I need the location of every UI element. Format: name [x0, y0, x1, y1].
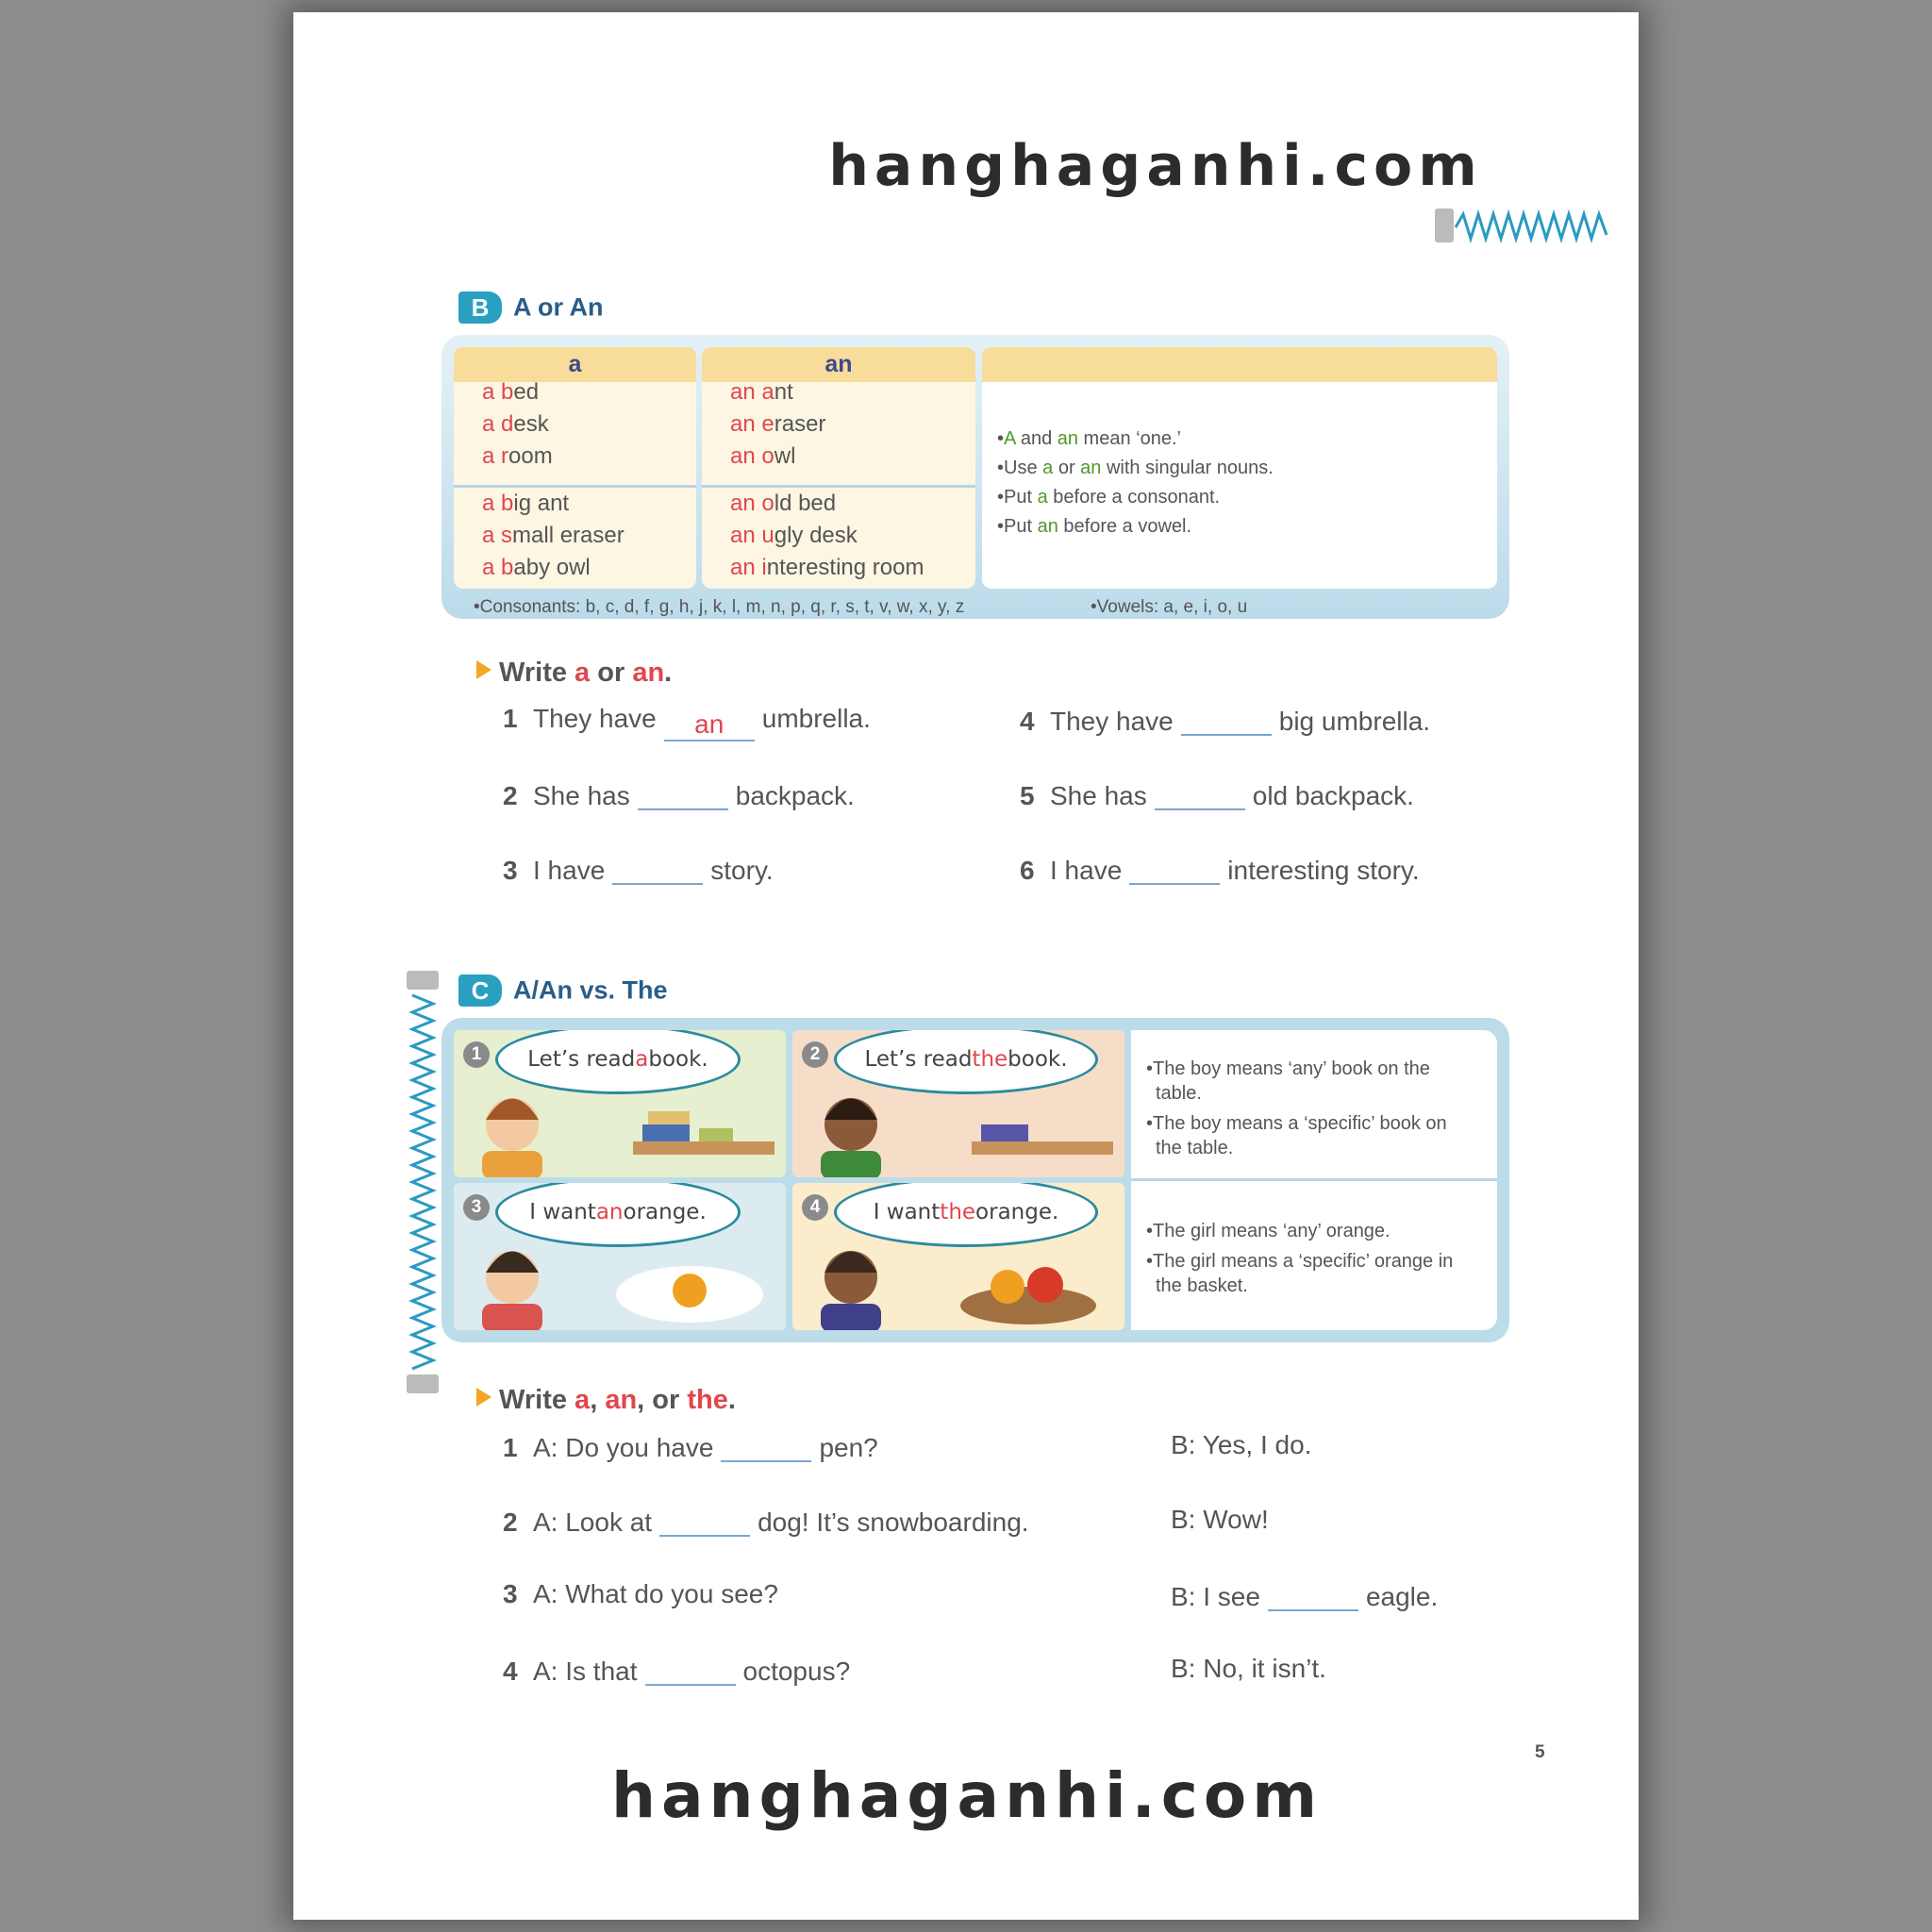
text-part: Let’s read: [864, 1047, 973, 1072]
word-rest: gly desk: [774, 523, 858, 548]
text-part: before a consonant.: [1047, 487, 1221, 508]
sentence-end: big umbrella.: [1278, 707, 1431, 736]
line-start: A: Is that: [533, 1657, 638, 1686]
word-rest: esk: [513, 411, 549, 437]
column-an: [702, 347, 975, 589]
watermark-bottom: hanghaganhi.com: [611, 1759, 1323, 1832]
text-part: a: [1037, 487, 1048, 508]
text-part: .: [664, 658, 673, 688]
word-rest: ld bed: [774, 491, 837, 516]
text-part: mean ‘one.’: [1078, 428, 1181, 449]
dialogue-line-b: [1171, 1505, 1269, 1535]
explanation-note: •The boy means ‘any’ book on the table.: [1146, 1058, 1430, 1104]
example-phrase: [730, 411, 825, 438]
watermark-top: hanghaganhi.com: [828, 133, 1483, 199]
example-phrase: [730, 443, 795, 470]
article: a: [482, 523, 495, 548]
text-part: Put: [1004, 487, 1038, 508]
panel-number: 2: [802, 1041, 828, 1068]
answer-blank[interactable]: [1181, 704, 1272, 736]
sentence-start: She has: [533, 781, 630, 810]
rule-note: •Put an before a vowel.: [997, 516, 1192, 537]
column-a-header: a: [454, 347, 696, 382]
panel-number: 3: [463, 1194, 490, 1221]
sentence-end: umbrella.: [761, 704, 871, 733]
panel-number: 1: [463, 1041, 490, 1068]
text-part: orange.: [623, 1200, 707, 1224]
line-end: dog! It’s snowboarding.: [758, 1507, 1029, 1537]
first-letter: u: [761, 523, 774, 548]
item-number: 4: [503, 1657, 518, 1686]
example-phrase: [482, 523, 625, 549]
first-letter: a: [761, 379, 774, 405]
line-end: pen?: [819, 1433, 878, 1462]
section-c-heading: [458, 974, 668, 1007]
section-b-heading: [458, 291, 604, 324]
sentence-end: story.: [710, 856, 774, 885]
first-letter: e: [761, 411, 774, 437]
answer-blank[interactable]: [612, 853, 703, 885]
text-part: A: [1004, 428, 1016, 449]
example-phrase: [730, 555, 924, 581]
vowels-list: •Vowels: a, e, i, o, u: [1091, 597, 1248, 617]
article: an: [730, 411, 756, 437]
text-part: or: [1053, 458, 1081, 478]
spiral-binding-icon: [1435, 207, 1609, 246]
spiral-binding-left-icon: [405, 971, 441, 1395]
text-part: a: [575, 658, 591, 688]
item-number: 1: [503, 704, 518, 733]
dialogue-line-a: [503, 1505, 1029, 1538]
first-letter: o: [761, 491, 774, 516]
exercise-item: [503, 704, 871, 741]
illustration-panel: [454, 1030, 786, 1177]
rule-note: •A and an mean ‘one.’: [997, 428, 1181, 449]
word-rest: oom: [508, 443, 553, 469]
text-part: Write: [499, 658, 575, 688]
exercise-1-instruction: [476, 658, 672, 689]
exercise-item: [503, 853, 774, 886]
text-part: an: [1057, 428, 1078, 449]
sentence-end: old backpack.: [1252, 781, 1414, 810]
text-part: book.: [648, 1047, 708, 1072]
article: an: [730, 379, 756, 405]
section-c-title: A/An vs. The: [513, 975, 668, 1005]
explanation-box: [1131, 1030, 1497, 1330]
text-part: I want: [873, 1200, 941, 1224]
item-number: 3: [503, 1579, 518, 1608]
line-start: B: Yes, I do.: [1171, 1430, 1312, 1459]
item-number: 6: [1020, 856, 1035, 885]
sentence-end: backpack.: [735, 781, 855, 810]
sentence-start: I have: [1050, 856, 1123, 885]
first-letter: i: [761, 555, 767, 580]
text-part: ,: [590, 1385, 606, 1415]
sentence-start: They have: [1050, 707, 1174, 736]
item-number: 1: [503, 1433, 518, 1462]
dialogue-line-b: [1171, 1430, 1311, 1460]
text-part: an: [1037, 516, 1058, 537]
sentence-start: She has: [1050, 781, 1147, 810]
answer-blank[interactable]: [659, 1505, 750, 1537]
text-part: book.: [1008, 1047, 1068, 1072]
panel-number: 4: [802, 1194, 828, 1221]
text-part: an: [605, 1385, 638, 1415]
text-part: a: [635, 1047, 649, 1072]
line-start: A: Look at: [533, 1507, 653, 1537]
answer-blank[interactable]: [721, 1430, 811, 1462]
example-phrase: [482, 443, 553, 470]
first-letter: s: [501, 523, 513, 548]
first-letter: b: [501, 555, 514, 580]
text-part: before a vowel.: [1058, 516, 1192, 537]
text-part: the: [940, 1200, 976, 1224]
article: an: [730, 523, 756, 548]
text-part: an: [595, 1200, 624, 1224]
word-rest: aby owl: [513, 555, 591, 580]
article: a: [482, 491, 495, 516]
sentence-start: They have: [533, 704, 657, 733]
illustration-panel: [792, 1183, 1124, 1330]
sentence-start: I have: [533, 856, 606, 885]
rule-note: •Put a before a consonant.: [997, 487, 1221, 508]
column-an-header: an: [702, 347, 975, 382]
example-phrase: [482, 411, 549, 438]
line-start: A: What do you see?: [533, 1579, 778, 1608]
a-an-vs-the-panel: [441, 1018, 1509, 1342]
article: a: [482, 443, 495, 469]
exercise-2-instruction: [476, 1385, 736, 1416]
text-part: Use: [1004, 458, 1043, 478]
word-rest: wl: [774, 443, 796, 469]
item-number: 2: [503, 781, 518, 810]
word-rest: ig ant: [513, 491, 570, 516]
article: an: [730, 491, 756, 516]
text-part: and: [1015, 428, 1058, 449]
a-or-an-table: [441, 335, 1509, 619]
example-phrase: [482, 379, 539, 406]
text-part: with singular nouns.: [1101, 458, 1274, 478]
exercise-item: [503, 778, 855, 811]
item-number: 3: [503, 856, 518, 885]
item-number: 4: [1020, 707, 1035, 736]
line-end: octopus?: [742, 1657, 851, 1686]
illustration-panel: [454, 1183, 786, 1330]
text-part: the: [687, 1385, 728, 1415]
article: a: [482, 555, 495, 580]
example-phrase: [482, 555, 591, 581]
line-start: B: No, it isn’t.: [1171, 1654, 1326, 1683]
word-rest: raser: [774, 411, 826, 437]
article: an: [730, 555, 756, 580]
exercise-item: [1020, 853, 1420, 886]
article: an: [730, 443, 756, 469]
explanation-note: •The girl means ‘any’ orange.: [1146, 1221, 1391, 1241]
item-number: 5: [1020, 781, 1035, 810]
text-part: Write: [499, 1385, 575, 1415]
line-start: B: I see: [1171, 1582, 1260, 1611]
arrow-icon: [476, 1388, 491, 1407]
dialogue-line-a: [503, 1579, 778, 1609]
explanation-note: •The boy means a ‘specific’ book on the table.: [1146, 1113, 1447, 1158]
text-part: Let’s read: [527, 1047, 636, 1072]
answer-blank[interactable]: [1129, 853, 1220, 885]
answer-blank[interactable]: [645, 1654, 736, 1686]
first-letter: b: [501, 379, 514, 405]
word-rest: nt: [774, 379, 793, 405]
example-phrase: [730, 523, 858, 549]
text-part: I want: [529, 1200, 596, 1224]
section-c-badge: C: [458, 974, 502, 1007]
answer-blank[interactable]: [1155, 778, 1245, 810]
exercise-item: [1020, 704, 1430, 737]
text-part: the: [972, 1047, 1008, 1072]
text-part: an: [1080, 458, 1102, 478]
answer-blank[interactable]: an: [664, 709, 755, 741]
consonants-list: •Consonants: b, c, d, f, g, h, j, k, l, m, n, p, q, r, s, t, v, w, x, y, z: [474, 597, 965, 617]
rules-column: [982, 347, 1497, 589]
example-phrase: [482, 491, 569, 517]
dialogue-line-b: [1171, 1654, 1326, 1684]
text-part: orange.: [975, 1200, 1059, 1224]
item-number: 2: [503, 1507, 518, 1537]
text-part: or: [590, 658, 633, 688]
first-letter: d: [501, 411, 514, 437]
dialogue-line-a: [503, 1430, 878, 1463]
exercise-item: [1020, 778, 1414, 811]
article: a: [482, 411, 495, 437]
line-start: B: Wow!: [1171, 1505, 1269, 1534]
explanation-note: •The girl means a ‘specific’ orange in the basket.: [1146, 1251, 1454, 1296]
answer-blank[interactable]: [638, 778, 728, 810]
sentence-end: interesting story.: [1227, 856, 1420, 885]
dialogue-line-a: [503, 1654, 850, 1687]
section-b-title: A or An: [513, 292, 604, 322]
example-phrase: [730, 379, 793, 406]
section-b-badge: B: [458, 291, 502, 324]
first-letter: b: [501, 491, 514, 516]
text-part: Put: [1004, 516, 1038, 537]
text-part: an: [632, 658, 665, 688]
page-number: 5: [1535, 1742, 1545, 1762]
article: a: [482, 379, 495, 405]
first-letter: r: [501, 443, 509, 469]
text-part: .: [727, 1385, 736, 1415]
answer-blank[interactable]: [1268, 1579, 1358, 1611]
arrow-icon: [476, 660, 491, 679]
illustration-panel: [792, 1030, 1124, 1177]
text-part: a: [1042, 458, 1054, 478]
text-part: , or: [637, 1385, 688, 1415]
first-letter: o: [761, 443, 774, 469]
example-phrase: [730, 491, 836, 517]
workbook-page: [293, 12, 1639, 1920]
rule-note: •Use a or an with singular nouns.: [997, 458, 1274, 478]
word-rest: mall eraser: [512, 523, 625, 548]
text-part: a: [575, 1385, 591, 1415]
word-rest: nteresting room: [766, 555, 924, 580]
dialogue-line-b: [1171, 1579, 1438, 1612]
word-rest: ed: [513, 379, 540, 405]
column-a: [454, 347, 696, 589]
line-start: A: Do you have: [533, 1433, 714, 1462]
line-end: eagle.: [1365, 1582, 1439, 1611]
